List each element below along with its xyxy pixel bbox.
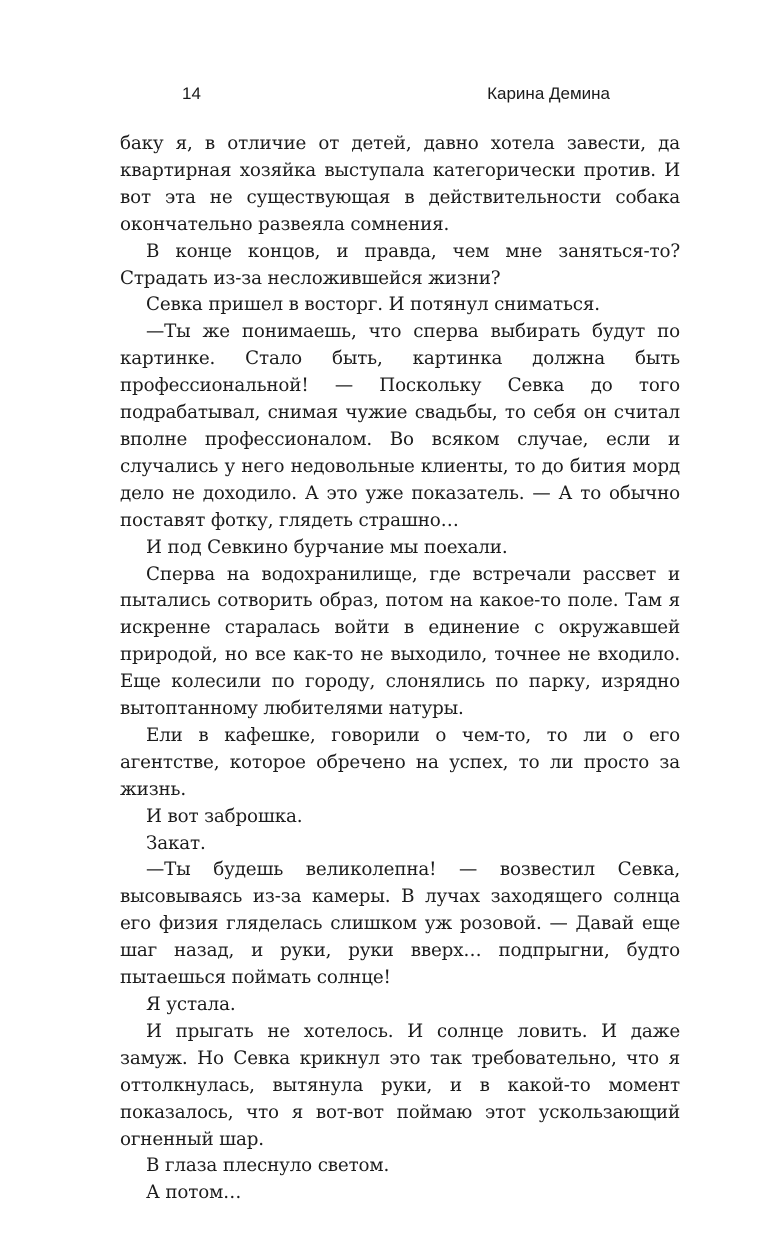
paragraph-3: Севка пришел в восторг. И потянул сниматься. (146, 294, 600, 316)
paragraph-13: В глаза плеснуло светом. (146, 1155, 390, 1177)
page-number: 14 (182, 84, 201, 103)
paragraph-10: —Ты будешь великолепна! — возвестил Севка, высовываясь из-за камеры. В лучах заходящего солнца его физия гляделась слишком уж розовой. — Давай еще шаг назад, и руки, руки вверх… подпрыгни, будто пытаешься поймать солнце! (120, 859, 680, 989)
paragraph-5: И под Севкино бурчание мы поехали. (146, 536, 508, 558)
paragraph-14: А потом… (146, 1182, 242, 1204)
paragraph-4: —Ты же понимаешь, что сперва выбирать будут по картинке. Стало быть, картинка должна быть профессиональной! — Поскольку Севка до того подрабатывал, снимая чужие свадьбы, то себя он считал вполне профессионалом. Во всяком случае, если и случались у него недовольные клиенты, то до бития морд дело не доходило. А это уже показатель. — А то обычно поставят фотку, глядеть страшно… (120, 321, 680, 531)
paragraph-6: Сперва на водохранилище, где встречали рассвет и пытались сотворить образ, потом на какое-то поле. Там я искренне старалась войти в единение с окружавшей природой, но все как-то не выходило, точнее не входило. Еще колесили по городу, слонялись по парку, изрядно вытоптанному любителями натуры. (120, 563, 680, 720)
paragraph-1: баку я, в отличие от детей, давно хотела завести, да квартирная хозяйка выступала категорически против. И вот эта не существующая в действительности собака окончательно развеяла сомнения. (120, 133, 680, 235)
paragraph-11: Я устала. (146, 994, 236, 1015)
page-header (120, 84, 610, 108)
paragraph-7: Ели в кафешке, говорили о чем-то, то ли о его агентстве, которое обречено на успех, то ли просто за жизнь. (120, 724, 680, 800)
body-text (120, 131, 680, 1207)
paragraph-12: И прыгать не хотелось. И солнце ловить. И даже замуж. Но Севка крикнул это так требовательно, что я оттолкнулась, вытянула руки, и в какой-то момент показалось, что я вот-вот поймаю этот ускользающий огненный шар. (120, 1020, 680, 1150)
paragraph-8: И вот заброшка. (146, 805, 303, 827)
running-title-author: Карина Демина (487, 84, 610, 103)
paragraph-2: В конце концов, и правда, чем мне заняться-то? Страдать из-за несложившейся жизни? (120, 240, 680, 289)
paragraph-9: Закат. (146, 832, 206, 854)
